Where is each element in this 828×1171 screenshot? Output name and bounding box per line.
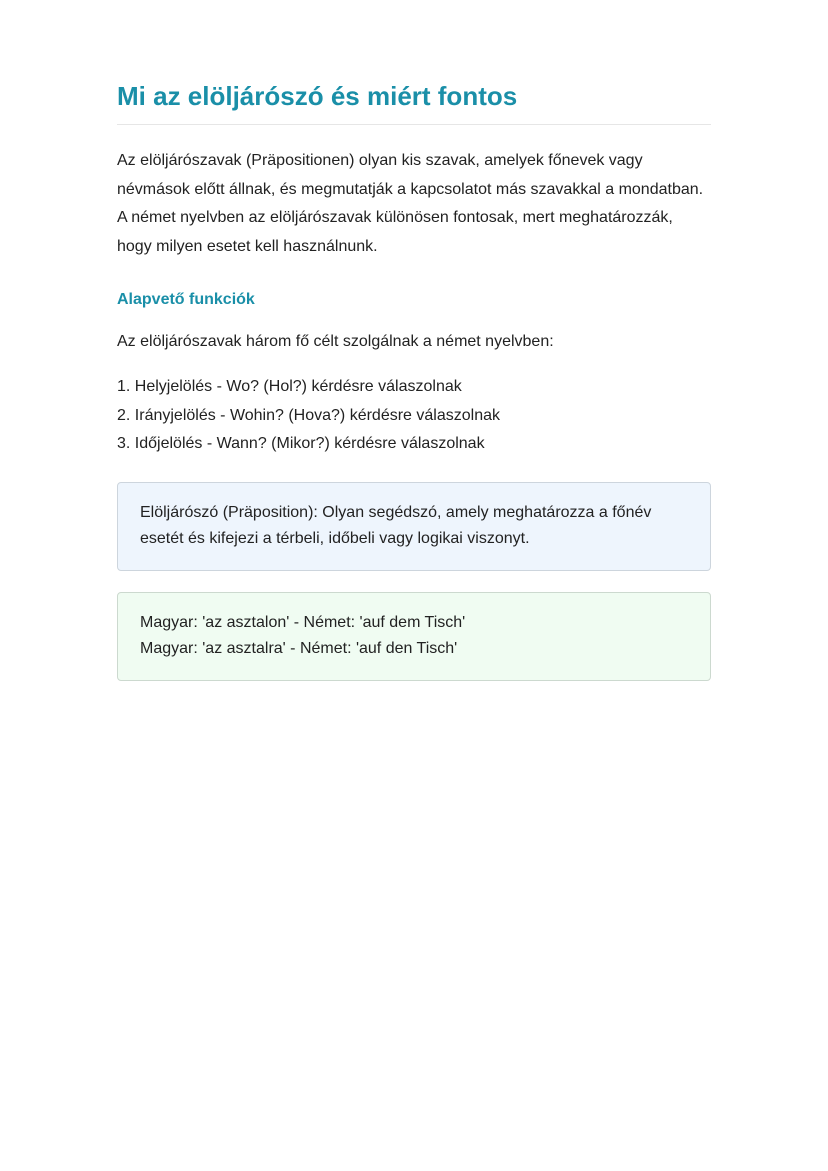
page-title: Mi az elöljárószó és miért fontos [117, 80, 711, 125]
example-line: Magyar: 'az asztalra' - Német: 'auf den Tisch' [140, 640, 458, 657]
list-item: 1. Helyjelölés - Wo? (Hol?) kérdésre válaszolnak [117, 378, 462, 395]
list-item: 3. Időjelölés - Wann? (Mikor?) kérdésre válaszolnak [117, 435, 485, 452]
definition-box [117, 482, 711, 571]
example-box [117, 592, 711, 681]
intro-paragraph: Az elöljárószavak (Präpositionen) olyan kis szavak, amelyek főnevek vagy névmások előtt állnak, és megmutatják a kapcsolatot más szavakkal a mondatban. A német nyelvben az elöljárószavak különösen fontosak, mert meghatározzák, hogy milyen esetet kell használnunk. [117, 152, 704, 255]
section-lead: Az elöljárószavak három fő célt szolgálnak a német nyelvben: [117, 333, 554, 350]
definition-text: Elöljárószó (Präposition): Olyan segédszó, amely meghatározza a főnév esetét és kifejezi a térbeli, időbeli vagy logikai viszonyt. [140, 503, 652, 547]
list-item: 2. Irányjelölés - Wohin? (Hova?) kérdésre válaszolnak [117, 406, 500, 424]
example-line: Magyar: 'az asztalon' - Német: 'auf dem Tisch' [140, 613, 466, 631]
function-list [117, 373, 711, 459]
section-heading: Alapvető funkciók [117, 291, 255, 308]
